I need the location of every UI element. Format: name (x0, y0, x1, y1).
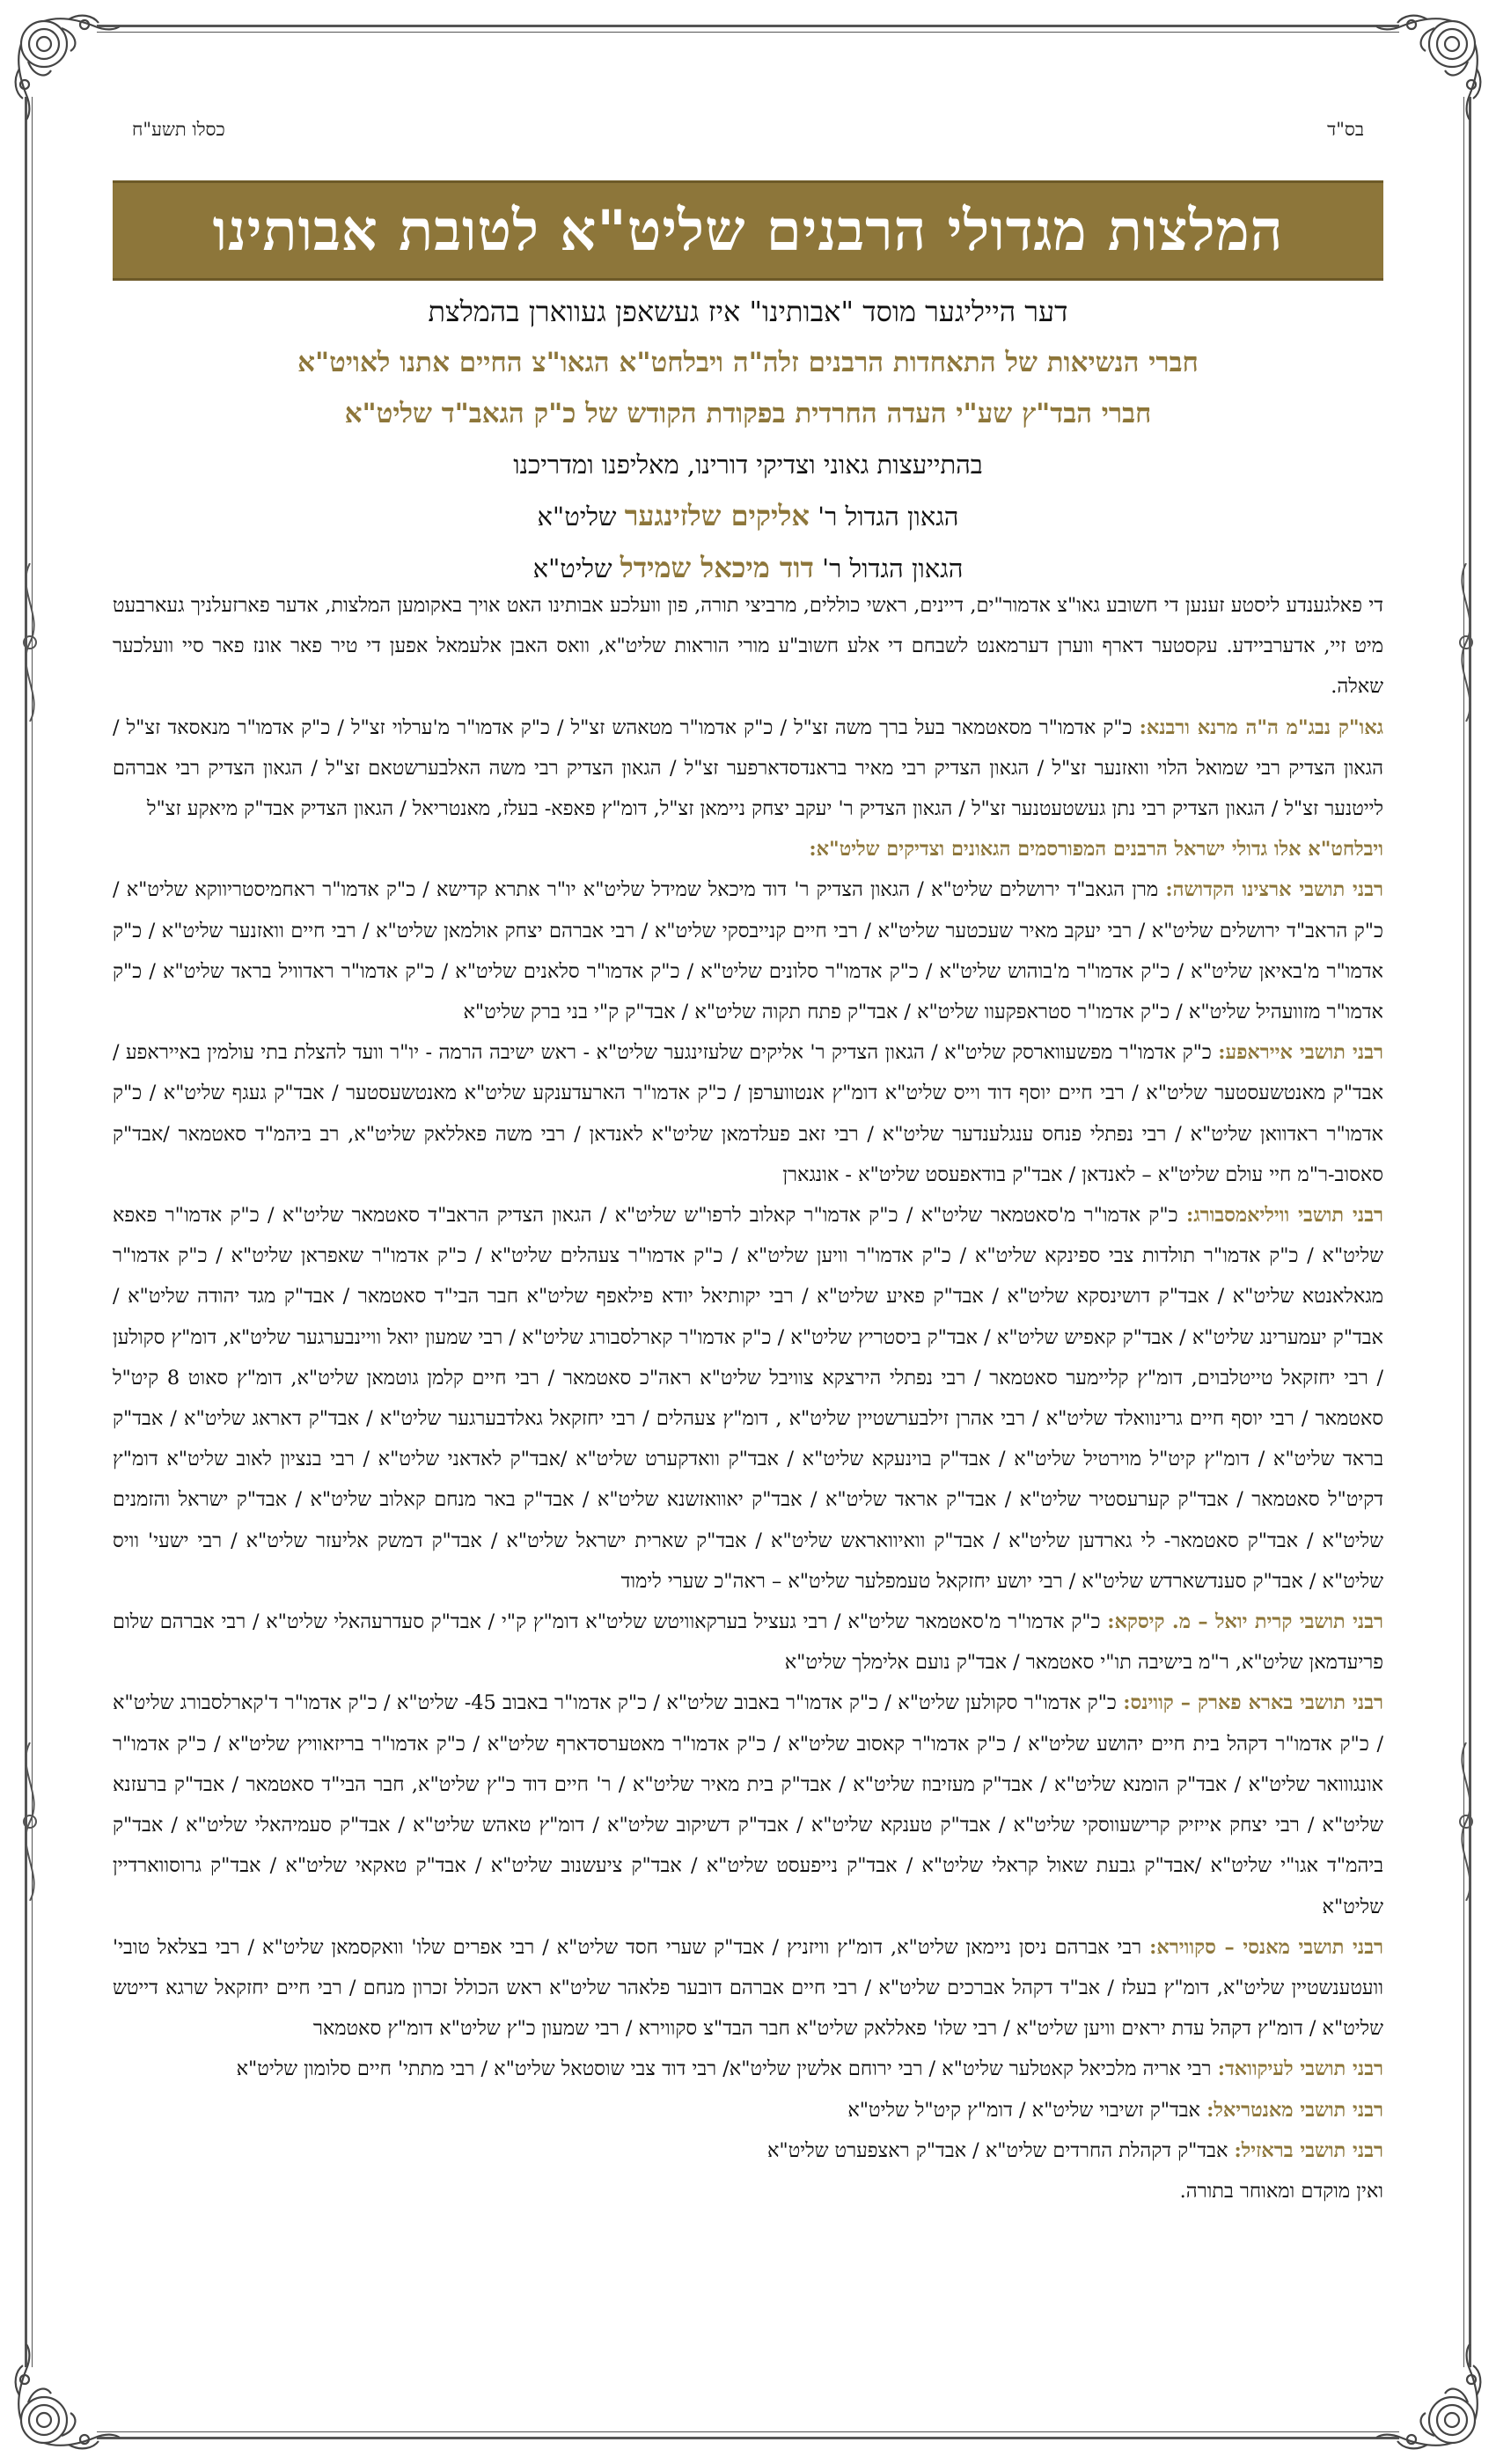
section-text: כ"ק אדמו"ר מסאטמאר בעל ברך משה זצ"ל / כ"ק אדמו"ר מטאהש זצ"ל / כ"ק אדמו"ר מ'ערלוי זצ"ל / כ"ק אדמו"ר מנאסאד זצ"ל / הגאון הצדיק רבי שמואל הלוי וואזנער זצ"ל / הגאון הצדיק רבי מאיר בראנדסדארפער זצ"ל / הגאון הצדיק רבי משה האלבערשטאם זצ"ל / הגאון הצדיק רבי אברהם לייטנער זצ"ל / הגאון הצדיק רבי נתן געשטעטנער זצ"ל / הגאון הצדיק ר' יעקב יצחק ניימאן זצ"ל, דומ"ץ פאפא- בעלז, מאנטריאל / הגאון הצדיק אבד"ק מיאקע זצ"ל (113, 715, 1383, 821)
section-paragraph (113, 1683, 1383, 1926)
frame-left-line-inner (32, 97, 33, 2367)
side-ornament-icon (12, 563, 48, 722)
title-banner (113, 180, 1383, 281)
section-label: רבני תושבי בארא פארק – קווינס: (1123, 1691, 1384, 1715)
section-text: כ"ק אדמו"ר מפשעווארסק שליט"א / הגאון הצדיק ר' אליקים שלעזינגער שליט"א - ראש ישיבה הרמה - יו"ר וועד להצלת בתי עולמין באייראפע / אבד"ק מאנטשעסטער שליט"א / רבי חיים יוסף דוד וייס שליט"א דומ"ץ אנטווערפן / כ"ק אדמו"ר הארעדענקע שליט"א מאנטשעסטער / אבד"ק געגף שליט"א / כ"ק אדמו"ר ראדוואן שליט"א / רבי נפתלי פנחס ענגלענדער שליט"א / רבי זאב פעלדמאן שליט"א לאנדאן / רבי משה פאללאק שליט"א, רב ביהמ"ד סאטמאר /אבד"ק סאסוב-ר"מ חיי עולם שליט"א – לאנדאן / אבד"ק בודאפעסט שליט"א - אונגארן (113, 1041, 1384, 1186)
frame-right-line-inner (1463, 97, 1464, 2367)
section-paragraph (113, 869, 1383, 1032)
section-label: רבני תושבי ארצינו הקדושה: (1165, 878, 1384, 902)
frame-left-line (25, 97, 27, 2367)
section-paragraph (113, 2130, 1383, 2171)
header-line-5-suffix: שליט"א (537, 502, 617, 532)
intro-paragraph: די פאלגענדע ליסטע זענען די חשובע גאו"צ אדמור"ים, דיינים, ראשי כוללים, מרביצי תורה, פון וועלכע אבותינו האט אויך באקומען המלצות, אדער פארזעלניך געארבעט מיט זיי, אדערביידע. עקסטער דארף ווערן דערמאנט לשבחם די אלע חשוב"ע מורי הוראות שליט"א, וואס האבן אלעמאל אפען די טיר פאר אונז פאר סיי וועלכער שאלה. (113, 594, 1383, 699)
corner-ornament-icon (1375, 2343, 1489, 2457)
header-line-1: דער הייליגער מוסד "אבותינו" איז געשאפן געווארן בהמלצת (428, 295, 1068, 328)
frame-right-line (1469, 97, 1471, 2367)
header-line-5 (113, 490, 1383, 542)
top-left-date: כסלו תשע"ח (132, 119, 225, 140)
side-ornament-icon (1448, 563, 1484, 722)
section-label: רבני תושבי וויליאמסבורג: (1185, 1204, 1383, 1228)
section-label: ויבלחט"א אלו גדולי ישראל הרבנים המפורסמים הגאונים וצדיקים שליט"א: (809, 838, 1383, 862)
section-label: רבני תושבי קרית יואל – מ. קיסקא: (1107, 1610, 1384, 1634)
section-text: רבי אריה מלכיאל קאטלער שליט"א / רבי ירוחם אלשין שליט"א/ רבי דוד צבי שוסטאל שליט"א / רבי מתתי' חיים סלומון שליט"א (236, 2057, 1212, 2081)
section-paragraph (113, 708, 1383, 830)
section-label: רבני תושבי לעיקוואד: (1217, 2057, 1383, 2081)
section-paragraph (113, 1602, 1383, 1683)
section-paragraph (113, 1032, 1383, 1195)
header-line-6-prefix: הגאון הגדול ר' (822, 554, 964, 583)
header-line-5-name: אליקים שלזינגער (624, 499, 810, 532)
header-line-4: בהתייעצות גאוני וצדיקי דורינו, מאליפנו ומדריכנו (513, 450, 983, 480)
header-line-5-prefix: הגאון הגדול ר' (818, 502, 959, 532)
closing-line: ואין מוקדם ומאוחר בתורה. (1179, 2179, 1383, 2203)
header-line-6-name: דוד מיכאל שמידל (620, 551, 814, 584)
header-line-2: חברי הנשיאות של התאחדות הרבנים זלה"ה ויבלחט"א הגאו"צ החיים אתנו לאויט"א (297, 347, 1199, 378)
section-paragraph (113, 1927, 1383, 2050)
section-text: אבד"ק זשיבוי שליט"א / דומ"ץ קיט"ל שליט"א (847, 2098, 1200, 2122)
document-body (113, 585, 1383, 2211)
corner-ornament-icon (1375, 7, 1489, 121)
side-ornament-icon (12, 1742, 48, 1901)
section-paragraph (113, 829, 1383, 869)
section-label: גאו"ק נבג"מ ה"ה מרנא ורבנא: (1139, 715, 1383, 739)
section-text: אבד"ק דקהלת החרדים שליט"א / אבד"ק ראצפערט שליט"א (766, 2138, 1228, 2162)
section-paragraph (113, 2090, 1383, 2130)
header-line-3: חברי הבד"ץ שע"י העדה החרדית בפקודת הקודש של כ"ק הגאב"ד שליט"א (344, 398, 1152, 429)
header-block (113, 286, 1383, 594)
section-text: רבי אברהם ניסן ניימאן שליט"א, דומ"ץ וויזניץ / אבד"ק שערי חסד שליט"א / רבי אפרים שלו' וואקסמאן שליט"א / רבי בצלאל טובי' וועטענשטיין שליט"א, דומ"ץ בעלז / אב"ד דקהל אברכים שליט"א / רבי חיים אברהם דובער פלאהר שליט"א ראש הכולל זכרון מנחם / רבי חיים יחזקאל שרגא דייטש שליט"א / דומ"ץ דקהל עדת יראים וויען שליט"א / רבי שלו' פאללאק שליט"א חבר הבד"צ סקווירא / רבי שמעון כ"ץ שליט"א דומ"ץ סאטמאר (113, 1935, 1383, 2041)
frame-top-line (97, 25, 1399, 27)
section-text: כ"ק אדמו"ר מ'סאטמאר שליט"א / כ"ק אדמו"ר קאלוב לרפו"ש שליט"א / הגאון הצדיק הראב"ד סאטמאר שליט"א / כ"ק אדמו"ר פאפא שליט"א / כ"ק אדמו"ר תולדות צבי ספינקא שליט"א / כ"ק אדמו"ר וויען שליט"א / כ"ק אדמו"ר צעהלים שליט"א / כ"ק אדמו"ר שאפראן שליט"א / כ"ק אדמו"ר מגאלאנטא שליט"א / אבד"ק דושינסקא שליט"א / אבד"ק פאיע שליט"א / רבי יקותיאל יודא פילאפף שליט"א חבר הבי"ד סאטמאר / אבד"ק מגד יהודה שליט"א / אבד"ק יעמערינג שליט"א / אבד"ק קאפיש שליט"א / אבד"ק ביסטריץ שליט"א / כ"ק אדמו"ר קארלסבורג שליט"א / רבי שמעון יואל וויינבערגער שליט"א, דומ"ץ סקולען / רבי יחזקאל טייטלבוים, דומ"ץ קליימער סאטמאר / רבי נפתלי הירצקא צוויבל שליט"א ראה"כ סאטמאר / רבי חיים קלמן גוטמאן שליט"א, דומ"ץ סאוט 8 קיט"ל סאטמאר / רבי יוסף חיים גרינוואלד שליט"א / רבי אהרן זילבערשטיין שליט"א , דומ"ץ צעהלים / רבי יחזקאל גאלדבערגער שליט"א / אבד"ק דאראג שליט"א / אבד"ק בראד שליט"א / דומ"ץ קיט"ל מוירטיל שליט"א / אבד"ק בוינעקא שליט"א / אבד"ק וואדקערט שליט"א /אבד"ק לאדאני שליט"א / רבי בנציון לאוב שליט"א דומ"ץ דקיט"ל סאטמאר / אבד"ק קערעסטיר שליט"א / אבד"ק אראד שליט"א / אבד"ק יאוואזשנא שליט"א / אבד"ק באר מנחם קאלוב שליט"א / אבד"ק ישראל והזמנים שליט"א / אבד"ק סאטמאר- לי גארדען שליט"א / אבד"ק וואיוואראש שליט"א / אבד"ק שארית ישראל שליט"א / אבד"ק דמשק אליעזר שליט"א / רבי ישעי' וויס שליט"א / אבד"ק סענדשארדש שליט"א / רבי יושע יחזקאל טעמפלער שליט"א – ראה"כ שערי לימוד (113, 1204, 1383, 1593)
section-label: רבני תושבי בראזיל: (1234, 2138, 1383, 2162)
frame-bottom-line-inner (97, 2431, 1399, 2432)
side-ornament-icon (1448, 1742, 1484, 1901)
section-paragraph (113, 2049, 1383, 2089)
section-label: רבני תושבי אייראפע: (1218, 1041, 1383, 1065)
section-label: רבני תושבי מאנסי – סקווירא: (1149, 1935, 1383, 1959)
section-text: מרן הגאב"ד ירושלים שליט"א / הגאון הצדיק ר' דוד מיכאל שמידל שליט"א יו"ר אתרא קדישא / כ"ק אדמו"ר ראחמיסטריווקא שליט"א / כ"ק הראב"ד ירושלים שליט"א / רבי יעקב מאיר שעכטער שליט"א / רבי חיים קנייבסקי שליט"א / רבי אברהם יצחק אולמאן שליט"א / רבי חיים וואזנער שליט"א / כ"ק אדמו"ר מ'באיאן שליט"א / כ"ק אדמו"ר מ'בוהוש שליט"א / כ"ק אדמו"ר סלונים שליט"א / כ"ק אדמו"ר סלאנים שליט"א / כ"ק אדמו"ר ראדוויל בראד שליט"א / כ"ק אדמו"ר מזוועהיל שליט"א / כ"ק אדמו"ר סטראפקעוו שליט"א / אבד"ק פתח תקוה שליט"א / אבד"ק ק"י בני ברק שליט"א (113, 878, 1383, 1024)
frame-bottom-line (97, 2437, 1399, 2439)
page-title: המלצות מגדולי הרבנים שליט"א לטובת אבותינו (212, 197, 1284, 264)
top-right-text: בס"ד (1327, 119, 1364, 140)
corner-ornament-icon (7, 2343, 121, 2457)
header-line-6-suffix: שליט"א (532, 554, 612, 583)
section-paragraph (113, 1195, 1383, 1602)
frame-top-line-inner (97, 32, 1399, 33)
section-text: כ"ק אדמו"ר מ'סאטמאר שליט"א / רבי געציל בערקאוויטש שליט"א דומ"ץ ק"י / אבד"ק סעדרעהאלי שליט"א / רבי אברהם שלום פריעדמאן שליט"א, ר"מ בישיבה תו"י סאטמאר / אבד"ק נועם אלימלך שליט"א (113, 1610, 1383, 1675)
corner-ornament-icon (7, 7, 121, 121)
section-label: רבני תושבי מאנטריאל: (1206, 2098, 1383, 2122)
section-text: כ"ק אדמו"ר סקולען שליט"א / כ"ק אדמו"ר באבוב שליט"א / כ"ק אדמו"ר באבוב 45- שליט"א / כ"ק אדמו"ר ד'קארלסבורג שליט"א / כ"ק אדמו"ר דקהל בית חיים יהושע שליט"א / כ"ק אדמו"ר קאסוב שליט"א / כ"ק אדמו"ר מאטערסדארף שליט"א / כ"ק אדמו"ר בריזאוויץ שליט"א / כ"ק אדמו"ר אונגווואר שליט"א / אבד"ק הומנא שליט"א / אבד"ק מעזיבוז שליט"א / אבד"ק בית מאיר שליט"א / ר' חיים דוד כ"ץ שליט"א, חבר הבי"ד סאטמאר / אבד"ק ברעזנא שליט"א / רבי יצחק אייזיק קרישעווסקי שליט"א / אבד"ק טענקא שליט"א / אבד"ק דשיקוב שליט"א / דומ"ץ טאהש שליט"א / אבד"ק סעמיהאלי שליט"א / אבד"ק ביהמ"ד אגו"י שליט"א /אבד"ק גבעת שאול קראלי שליט"א / אבד"ק נייפעסט שליט"א / אבד"ק ציעשנוב שליט"א / אבד"ק טאקאי שליט"א / אבד"ק גרוסווארדיין שליט"א (113, 1691, 1383, 1918)
